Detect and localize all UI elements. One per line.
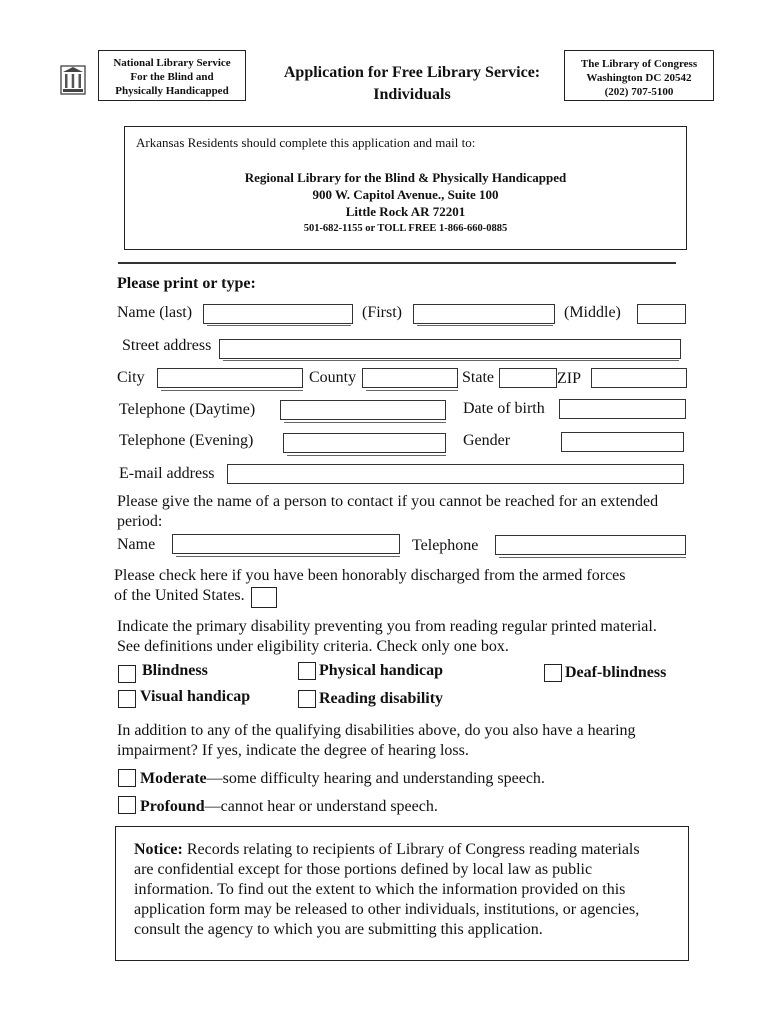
veteran-line-2: of the United States. <box>114 587 245 604</box>
form-heading: Please print or type: <box>117 275 256 292</box>
page-title <box>262 62 562 106</box>
county-input[interactable] <box>362 368 458 388</box>
mail-address <box>125 169 686 237</box>
mail-street: 900 W. Capitol Avenue., Suite 100 <box>312 187 499 202</box>
blindness-label: Blindness <box>142 662 208 679</box>
zip-label: ZIP <box>557 370 581 387</box>
deaf-blindness-checkbox[interactable] <box>544 664 562 682</box>
reading-disability-checkbox[interactable] <box>298 690 316 708</box>
reading-disability-label: Reading disability <box>319 690 444 707</box>
dob-input[interactable] <box>559 399 686 419</box>
mail-intro: Arkansas Residents should complete this application and mail to: <box>136 135 476 150</box>
mailing-address-box <box>124 126 687 250</box>
name-last-underline <box>207 325 351 326</box>
profound-label: Profound <box>140 798 205 815</box>
email-input[interactable] <box>227 464 684 484</box>
city-input[interactable] <box>157 368 303 388</box>
tel-eve-underline <box>287 455 446 456</box>
contact-name-label: Name <box>117 536 156 553</box>
profound-option <box>140 798 438 816</box>
contact-name-underline <box>176 556 400 557</box>
name-first-underline <box>417 325 553 326</box>
title-line-1: Application for Free Library Service: <box>283 64 541 81</box>
street-underline <box>223 360 679 361</box>
disability-prompt <box>117 617 737 657</box>
tel-eve-input[interactable] <box>283 433 446 453</box>
tel-day-label: Telephone (Daytime) <box>119 401 256 418</box>
veteran-prompt <box>114 566 714 606</box>
title-line-2: Individuals <box>373 86 451 103</box>
loc-box <box>564 50 714 101</box>
contact-prompt <box>117 492 717 532</box>
nls-line-2: For the Blind and <box>130 71 214 83</box>
notice-line-5: consult the agency to which you are submitting this application. <box>134 921 543 938</box>
blindness-checkbox[interactable] <box>118 665 136 683</box>
contact-tel-label: Telephone <box>412 537 479 554</box>
moderate-desc: —some difficulty hearing and understanding speech. <box>206 770 545 787</box>
nls-line-1: National Library Service <box>113 57 231 69</box>
visual-handicap-checkbox[interactable] <box>118 690 136 708</box>
state-label: State <box>462 369 494 386</box>
county-underline <box>366 390 458 391</box>
notice-line-4: application form may be released to other individuals, institutions, or agencies, <box>134 901 640 918</box>
moderate-label: Moderate <box>140 770 207 787</box>
disability-line-1: Indicate the primary disability preventing you from reading regular printed material. <box>117 618 657 635</box>
contact-prompt-line-1: Please give the name of a person to contact if you cannot be reached for an extended <box>117 493 659 510</box>
state-input[interactable] <box>499 368 557 388</box>
notice-line-1 <box>134 840 679 860</box>
tel-day-underline <box>284 422 446 423</box>
notice-label: Notice: <box>134 841 183 858</box>
county-label: County <box>309 369 357 386</box>
gender-input[interactable] <box>561 432 684 452</box>
notice-line-2: are confidential except for those portions defined by local law as public <box>134 861 593 878</box>
moderate-checkbox[interactable] <box>118 769 136 787</box>
profound-desc: —cannot hear or understand speech. <box>204 798 438 815</box>
name-middle-input[interactable] <box>637 304 686 324</box>
loc-line-2: Washington DC 20542 <box>586 72 692 84</box>
contact-name-input[interactable] <box>172 534 400 554</box>
name-middle-label: (Middle) <box>564 304 621 321</box>
profound-checkbox[interactable] <box>118 796 136 814</box>
name-last-label: Name (last) <box>117 304 193 321</box>
street-label: Street address <box>122 337 212 354</box>
mail-city: Little Rock AR 72201 <box>345 204 466 219</box>
contact-prompt-line-2: period: <box>117 513 163 530</box>
hearing-prompt <box>117 721 737 761</box>
email-label: E-mail address <box>119 465 215 482</box>
hearing-line-2: impairment? If yes, indicate the degree of hearing loss. <box>117 742 469 759</box>
visual-handicap-label: Visual handicap <box>140 688 251 705</box>
notice-box <box>115 826 689 961</box>
veteran-line-1: Please check here if you have been honorably discharged from the armed forces <box>114 567 626 584</box>
moderate-option <box>140 770 545 788</box>
veteran-checkbox[interactable] <box>251 587 277 608</box>
contact-tel-input[interactable] <box>495 535 686 555</box>
gender-label: Gender <box>463 432 511 449</box>
contact-tel-underline <box>499 557 686 558</box>
name-first-label: (First) <box>362 304 402 321</box>
mail-phone: 501-682-1155 or TOLL FREE 1-866-660-0885 <box>303 223 508 234</box>
city-label: City <box>117 369 145 386</box>
tel-eve-label: Telephone (Evening) <box>119 432 254 449</box>
dob-label: Date of birth <box>463 400 545 417</box>
physical-handicap-checkbox[interactable] <box>298 662 316 680</box>
zip-input[interactable] <box>591 368 687 388</box>
street-input[interactable] <box>219 339 681 359</box>
tel-day-input[interactable] <box>280 400 446 420</box>
physical-handicap-label: Physical handicap <box>319 662 444 679</box>
name-first-input[interactable] <box>413 304 555 324</box>
name-last-input[interactable] <box>203 304 353 324</box>
city-underline <box>161 390 303 391</box>
mail-org: Regional Library for the Blind & Physically Handicapped <box>244 170 567 185</box>
disability-line-2: See definitions under eligibility criteria. Check only one box. <box>117 638 509 655</box>
loc-line-3: (202) 707-5100 <box>604 86 674 98</box>
divider <box>118 262 676 264</box>
seal-icon <box>58 64 88 96</box>
nls-line-3: Physically Handicapped <box>115 85 229 97</box>
hearing-line-1: In addition to any of the qualifying disabilities above, do you also have a hearing <box>117 722 636 739</box>
deaf-blindness-label: Deaf-blindness <box>565 664 667 681</box>
notice-text <box>134 840 679 940</box>
notice-line-3: information. To find out the extent to which the information provided on this <box>134 881 626 898</box>
nls-box <box>98 50 246 101</box>
loc-line-1: The Library of Congress <box>580 58 698 70</box>
notice-line-1-text: Records relating to recipients of Library of Congress reading materials <box>182 841 640 858</box>
